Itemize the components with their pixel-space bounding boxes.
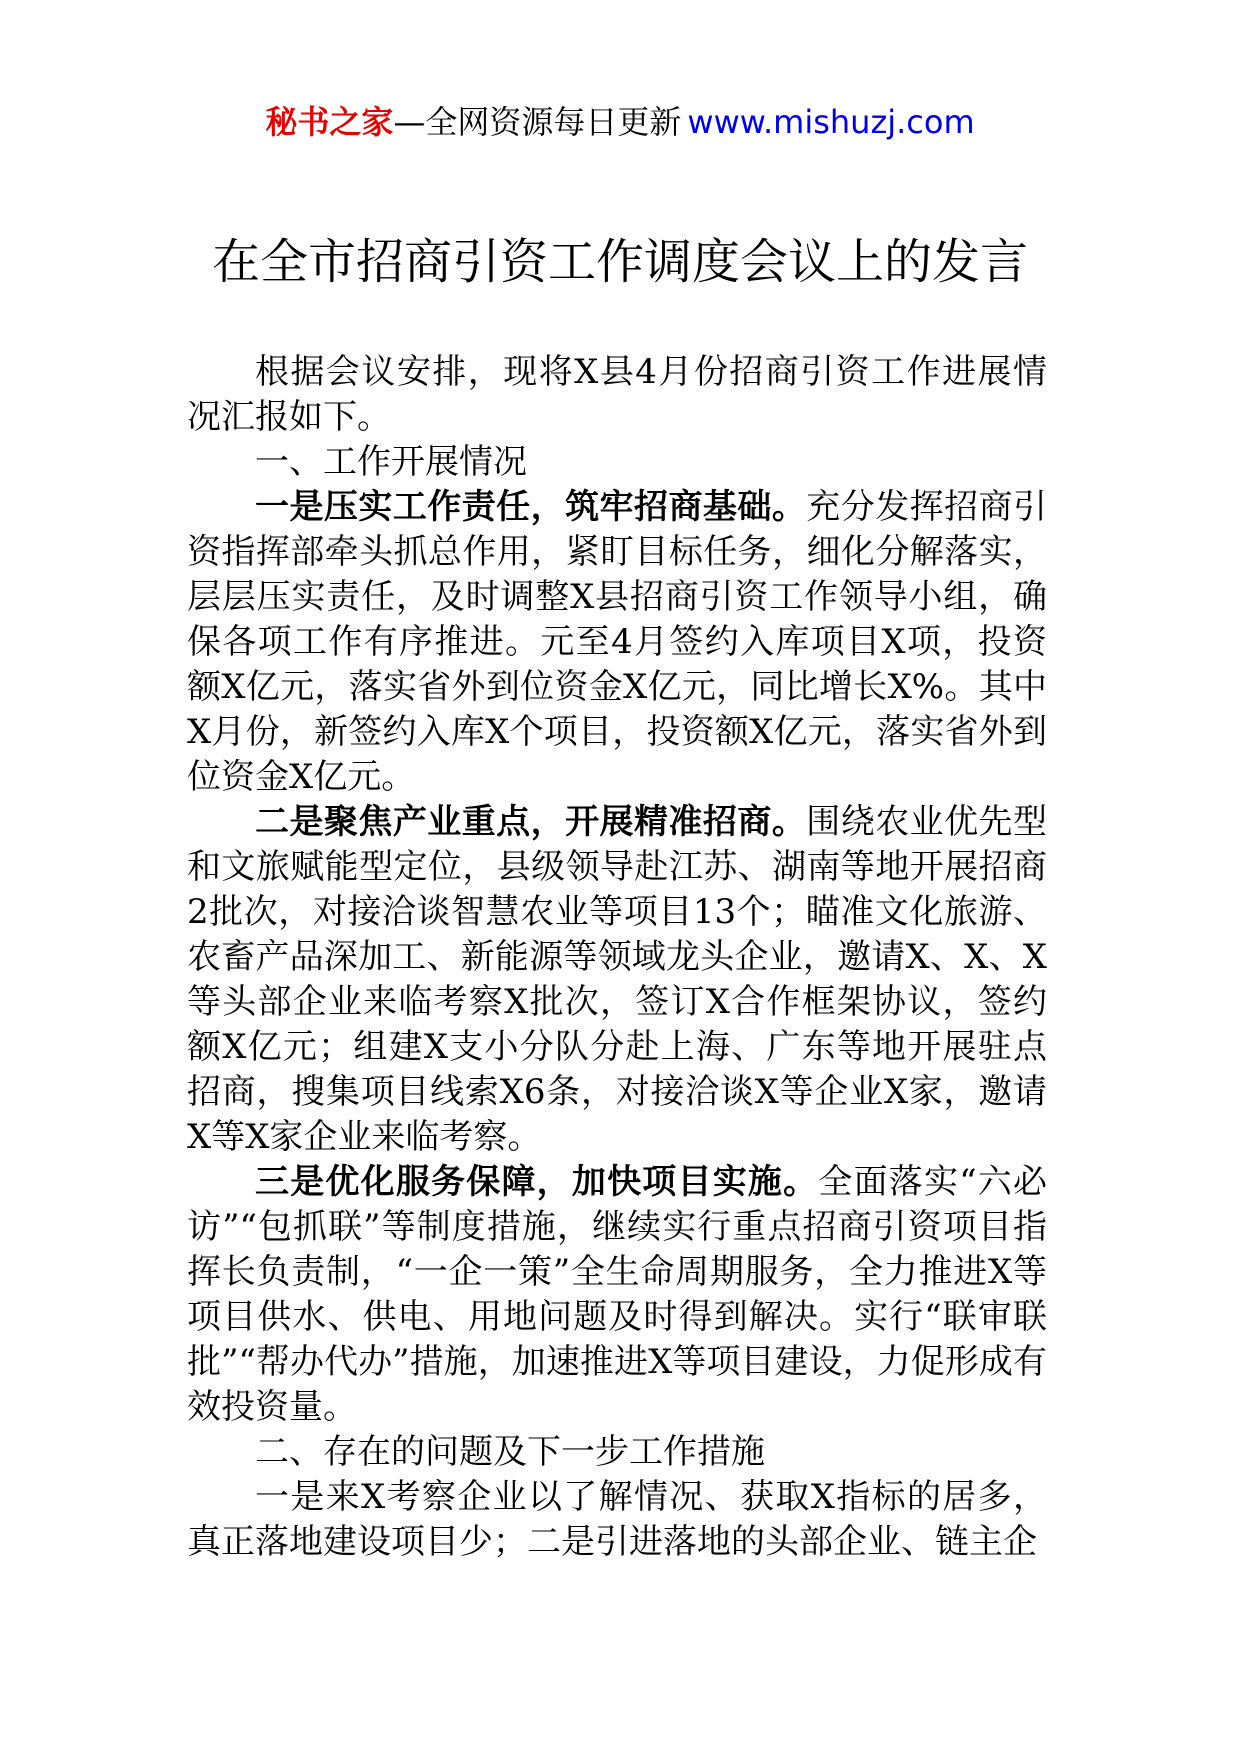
intro-paragraph: 根据会议安排，现将X县4月份招商引资工作进展情况汇报如下。 (187, 352, 1047, 437)
section-heading-work-progress: 一、工作开展情况 (255, 442, 527, 482)
paragraph-service-guarantee (187, 1160, 1047, 1430)
section-heading-problems: 二、存在的问题及下一步工作措施 (255, 1432, 765, 1472)
document-title: 在全市招商引资工作调度会议上的发言 (211, 234, 1028, 290)
document-body (187, 350, 1047, 1565)
paragraph-lead: 二是聚焦产业重点，开展精准招商。 (255, 802, 807, 842)
site-tagline: —全网资源每日更新 (393, 103, 682, 141)
paragraph-lead: 一是压实工作责任，筑牢招商基础。 (255, 487, 807, 527)
paragraph-responsibility (187, 485, 1047, 800)
paragraph-lead: 三是优化服务保障，加快项目实施。 (255, 1162, 819, 1202)
paragraph-precision-investment (187, 800, 1047, 1160)
paragraph-problems: 一是来X考察企业以了解情况、获取X指标的居多，真正落地建设项目少；二是引进落地的头部企业、链主企 (187, 1477, 1047, 1562)
site-url-link[interactable]: www.mishuzj.com (687, 103, 975, 141)
site-header (0, 100, 1240, 144)
paragraph-text: 全面落实“六必访”“包抓联”等制度措施，继续实行重点招商引资项目指挥长负责制，“一企一策”全生命周期服务，全力推进X等项目供水、供电、用地问题及时得到解决。实行“联审联批”“帮办代办”措施，加速推进X等项目建设，力促形成有效投资量。 (187, 1162, 1047, 1427)
paragraph-text: 围绕农业优先型和文旅赋能型定位，县级领导赴江苏、湖南等地开展招商2批次，对接洽谈智慧农业等项目13个；瞄准文化旅游、农畜产品深加工、新能源等领域龙头企业，邀请X、X、X等头部企业来临考察X批次，签订X合作框架协议，签约额X亿元；组建X支小分队分赴上海、广东等地开展驻点招商，搜集项目线索X6条，对接洽谈X等企业X家，邀请X等X家企业来临考察。 (187, 802, 1048, 1157)
site-brand[interactable]: 秘书之家 (265, 103, 394, 141)
paragraph-text: 充分发挥招商引资指挥部牵头抓总作用，紧盯目标任务，细化分解落实，层层压实责任，及时调整X县招商引资工作领导小组，确保各项工作有序推进。元至4月签约入库项目X项，投资额X亿元，落实省外到位资金X亿元，同比增长X%。其中X月份，新签约入库X个项目，投资额X亿元，落实省外到位资金X亿元。 (187, 487, 1048, 797)
